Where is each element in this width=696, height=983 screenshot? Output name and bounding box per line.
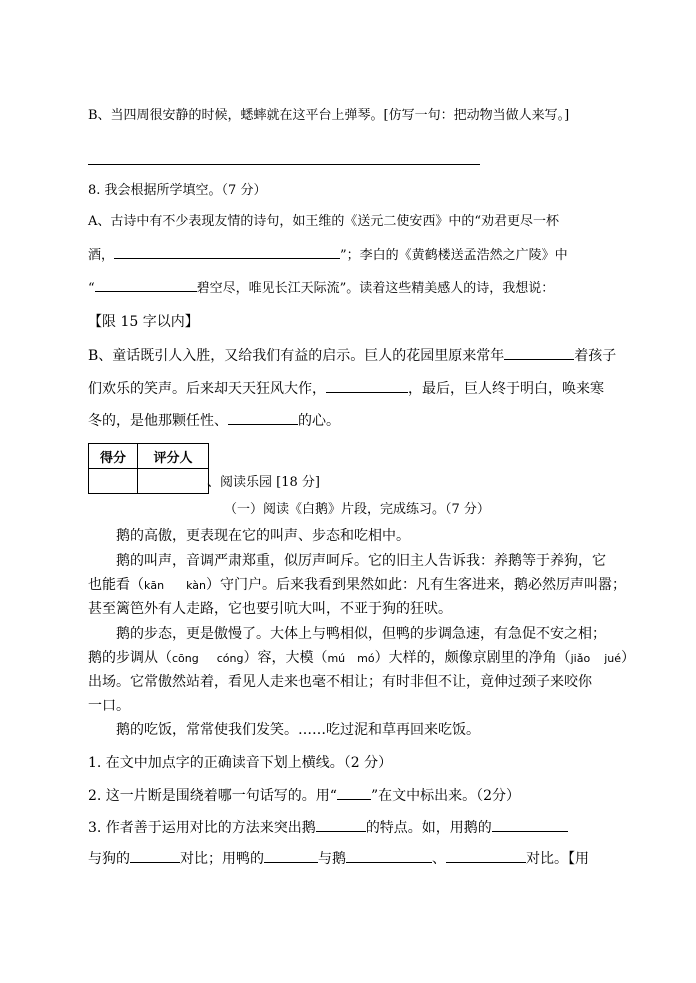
question-2 — [88, 785, 520, 806]
q8-b-blank1[interactable] — [504, 345, 574, 360]
q3-blank1[interactable] — [316, 817, 366, 832]
q8-b-line3-pre: 冬的，是他那颗任性、 — [88, 413, 228, 429]
pinyin-mu[interactable]: mú — [327, 652, 346, 665]
q7b-text: B、当四周很安静的时候，蟋蟀就在这平台上弹琴。[仿写一句：把动物当做人来写。] — [88, 108, 570, 123]
q8-b-line1-pre: B、童话既引人入胜，又给我们有益的启示。巨人的花园里原来常年 — [88, 348, 505, 364]
q8-b-line3-post: 的心。 — [298, 413, 340, 429]
passage-p1: 鹅的高傲，更表现在它的叫声、步态和吃相中。 — [116, 528, 410, 544]
section-subtitle: （一）阅读《白鹅》片段，完成练习。（7 分） — [224, 502, 490, 517]
passage-p2-line3: 甚至篱笆外有人走路，它也要引吭大叫，不亚于狗的狂吠。 — [88, 601, 452, 617]
q8-b-blank2[interactable] — [326, 378, 408, 393]
q8-b-line2-mid: ，最后，巨人终于明白，唤来寒 — [408, 381, 604, 397]
q8-b-line2 — [88, 378, 604, 399]
q3-l2-e: 对比。【用 — [526, 851, 589, 867]
q8-b-line3 — [88, 410, 340, 431]
q3-l2-b: 对比；用鸭的 — [180, 851, 264, 867]
p2-l2-pre: 也能看（ — [88, 577, 144, 593]
q8-a-blank2[interactable] — [95, 277, 197, 292]
q8-a-line1: A、古诗中有不少表现友情的诗句，如王维的《送元二使安西》中的“劝君更尽一杯 — [88, 214, 560, 229]
q8-b-line1-post: 着孩子 — [574, 348, 617, 364]
q8-a-line2 — [88, 244, 568, 266]
pinyin-cong2[interactable]: cóng — [216, 652, 244, 665]
p3-l2-a: 鹅的步调从（ — [88, 650, 172, 666]
score-table — [88, 443, 209, 494]
q8-b-line1 — [88, 345, 616, 366]
grader-header: 评分人 — [138, 444, 209, 469]
passage-p3-line2 — [88, 648, 635, 669]
q8-limit-note: 【限 15 字以内】 — [88, 314, 199, 330]
q3-l2-d: 、 — [432, 851, 446, 867]
q8-a-blank1[interactable] — [114, 244, 340, 259]
q8-a-line3 — [88, 277, 554, 299]
pinyin-mo[interactable]: mó — [357, 652, 375, 665]
question-3-line2 — [88, 848, 589, 869]
grader-cell[interactable] — [138, 469, 209, 494]
q8-b-blank3[interactable] — [228, 410, 298, 425]
score-header: 得分 — [89, 444, 138, 469]
q8-a-line2-post: ”；李白的《黄鹤楼送孟浩然之广陵》中 — [340, 248, 568, 263]
q3-blank6[interactable] — [446, 848, 526, 863]
q3-l1-pre: 3. 作者善于运用对比的方法来突出鹅 — [88, 820, 316, 836]
q3-blank5[interactable] — [346, 848, 432, 863]
q2-pre: 2. 这一片断是围绕着哪一句话写的。用“ — [88, 788, 337, 804]
q8-a-line2-pre: 酒， — [88, 248, 115, 263]
q8-title: 8. 我会根据所学填空。（7 分） — [88, 183, 267, 198]
question-1: 1. 在文中加点字的正确读音下划上横线。（2 分） — [88, 755, 393, 771]
q8-a-line3-pre: “ — [88, 281, 95, 296]
q8-b-line2-pre: 们欢乐的笑声。后来却天天狂风大作， — [88, 381, 326, 397]
passage-p2-line1: 鹅的叫声，音调严肃郑重，似厉声呵斥。它的旧主人告诉我：养鹅等于养狗，它 — [116, 553, 606, 569]
passage-p2-line2 — [88, 575, 626, 596]
pinyin-cong1[interactable]: cōng — [172, 652, 199, 665]
pinyin-jue[interactable]: jué — [604, 652, 621, 665]
pinyin-jiao[interactable]: jiǎo — [570, 652, 591, 665]
question-3-line1 — [88, 817, 568, 838]
q3-blank2[interactable] — [492, 817, 568, 832]
q2-wavy-mark — [337, 785, 371, 800]
passage-p4: 鹅的吃饭，常常使我们发笑。……吃过泥和草再回来吃饭。 — [116, 722, 480, 738]
pinyin-kan2[interactable]: kàn — [186, 579, 206, 592]
q3-blank4[interactable] — [264, 848, 318, 863]
q3-blank3[interactable] — [130, 848, 180, 863]
q3-l2-c: 与鹅 — [318, 851, 346, 867]
passage-p3-line1: 鹅的步态，更是傲慢了。大体上与鸭相似，但鸭的步调急速，有急促不安之相； — [116, 626, 606, 642]
score-cell[interactable] — [89, 469, 138, 494]
q7b-answer-line — [88, 164, 480, 165]
passage-p3-line3: 出场。它常傲然站着，看见人走来也毫不相让；有时非但不让，竟伸过颈子来咬你 — [88, 674, 592, 690]
q3-l1-mid: 的特点。如，用鹅的 — [365, 820, 492, 836]
section-title: 、阅读乐园 [18 分] — [207, 475, 320, 490]
q3-l2-a: 与狗的 — [88, 851, 130, 867]
passage-p3-line4: 一口。 — [88, 698, 130, 714]
pinyin-kan1[interactable]: kān — [144, 579, 165, 592]
q2-post: ”在文中标出来。（2分） — [370, 788, 521, 804]
p3-l2-b: ）容，大模（ — [243, 650, 328, 666]
q8-a-line3-post: 碧空尽，唯见长江天际流”。读着这些精美感人的诗，我想说： — [196, 281, 555, 296]
p2-l2-post: ）守门户。后来我看到果然如此：凡有生客进来，鹅必然厉声叫嚣； — [205, 577, 626, 593]
p3-l2-d: ） — [621, 650, 635, 666]
p3-l2-c: ）大样的，颇像京剧里的净角（ — [374, 650, 571, 666]
